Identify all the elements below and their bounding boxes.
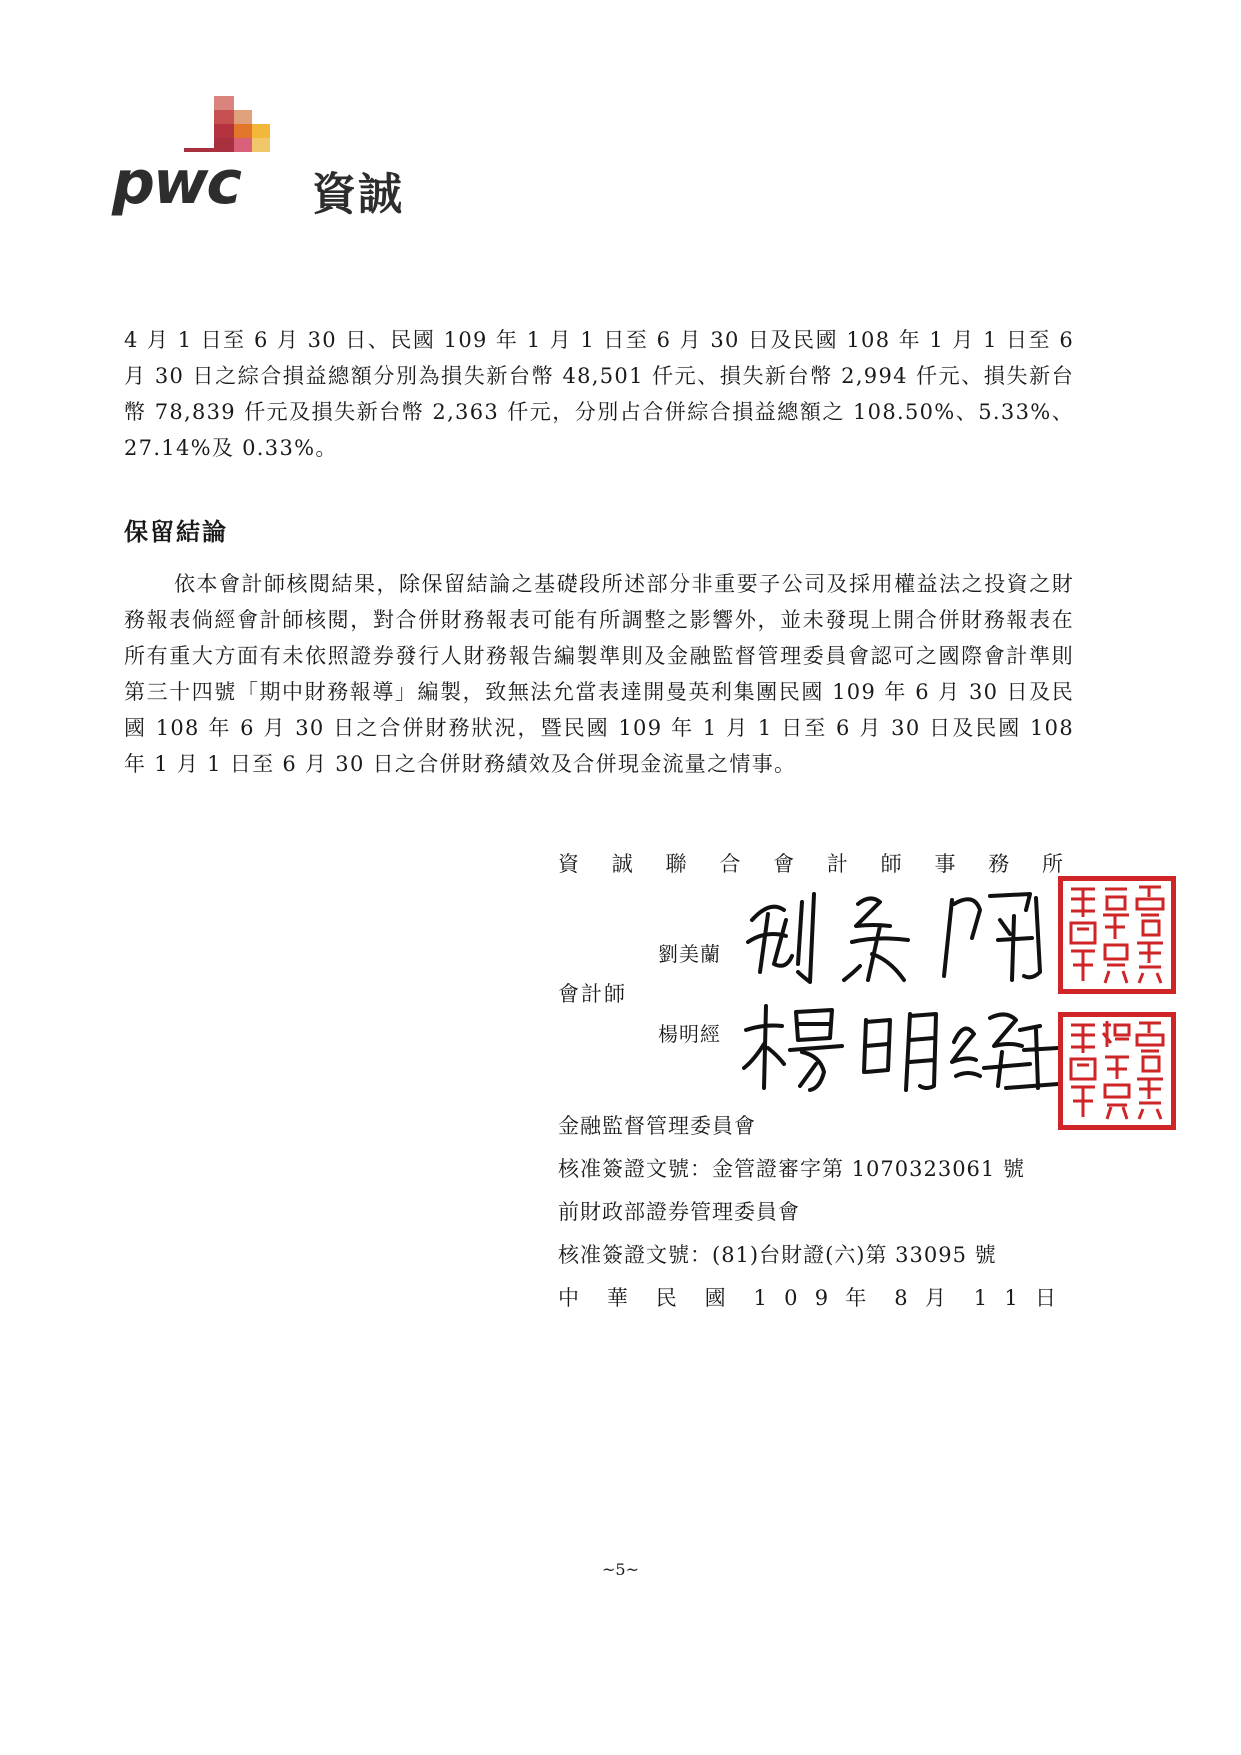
section-heading: 保留結論 bbox=[124, 517, 228, 546]
approval-authority-2: 前財政部證券管理委員會 bbox=[558, 1200, 800, 1224]
handwritten-signature-2 bbox=[740, 990, 1070, 1100]
cpa-seal-2 bbox=[1058, 1012, 1176, 1130]
pwc-logo bbox=[112, 96, 452, 226]
cpa-role-label: 會計師 bbox=[558, 982, 627, 1006]
approval-number-1: 核准簽證文號：金管證審字第 1070323061 號 bbox=[558, 1157, 1025, 1181]
logo-chinese-name: 資誠 bbox=[312, 169, 404, 220]
cpa-name-2: 楊明經 bbox=[658, 1022, 721, 1046]
logo-wordmark: pwc bbox=[112, 148, 240, 218]
report-date: 中 華 民 國 1 0 9 年 8 月 1 1 日 bbox=[558, 1286, 1056, 1310]
approval-number-2: 核准簽證文號：(81)台財證(六)第 33095 號 bbox=[558, 1243, 997, 1267]
cpa-seal-1 bbox=[1058, 876, 1176, 994]
paragraph-conclusion: 依本會計師核閱結果，除保留結論之基礎段所述部分非重要子公司及採用權益法之投資之財務報表倘經會計師核閱，對合併財務報表可能有所調整之影響外，並未發現上開合併財務報表在所有重大方面有未依照證券發行人財務報告編製準則及金融監督管理委員會認可之國際會計準則第三十四號「期中財務報導」編製，致無法允當表達開曼英利集團民國 109 年 6 月 30 日及民國 108 年 6 月 30 日之合併財務狀況，暨民國 109 年 1 月 1 日至 6 月 30 日及民國 108 年 1 月 1 日至 6 月 30 日之合併財務績效及合併現金流量之情事。 bbox=[124, 572, 1074, 776]
cpa-name-1: 劉美蘭 bbox=[658, 942, 721, 966]
firm-name: 資 誠 聯 合 會 計 師 事 務 所 bbox=[558, 852, 1063, 876]
handwritten-signature-1 bbox=[740, 880, 1060, 990]
approval-authority-1: 金融監督管理委員會 bbox=[558, 1114, 756, 1138]
page-number: ~5~ bbox=[602, 1560, 639, 1579]
paragraph-continued: 4 月 1 日至 6 月 30 日、民國 109 年 1 月 1 日至 6 月 30 日及民國 108 年 1 月 1 日至 6 月 30 日之綜合損益總額分別為損失新台幣 48,501 仟元、損失新台幣 2,994 仟元、損失新台幣 78,839 仟元及損失新台幣 2,363 仟元，分別占合併綜合損益總額之 108.50%、5.33%、27.14%及 0.33%。 bbox=[124, 328, 1074, 460]
